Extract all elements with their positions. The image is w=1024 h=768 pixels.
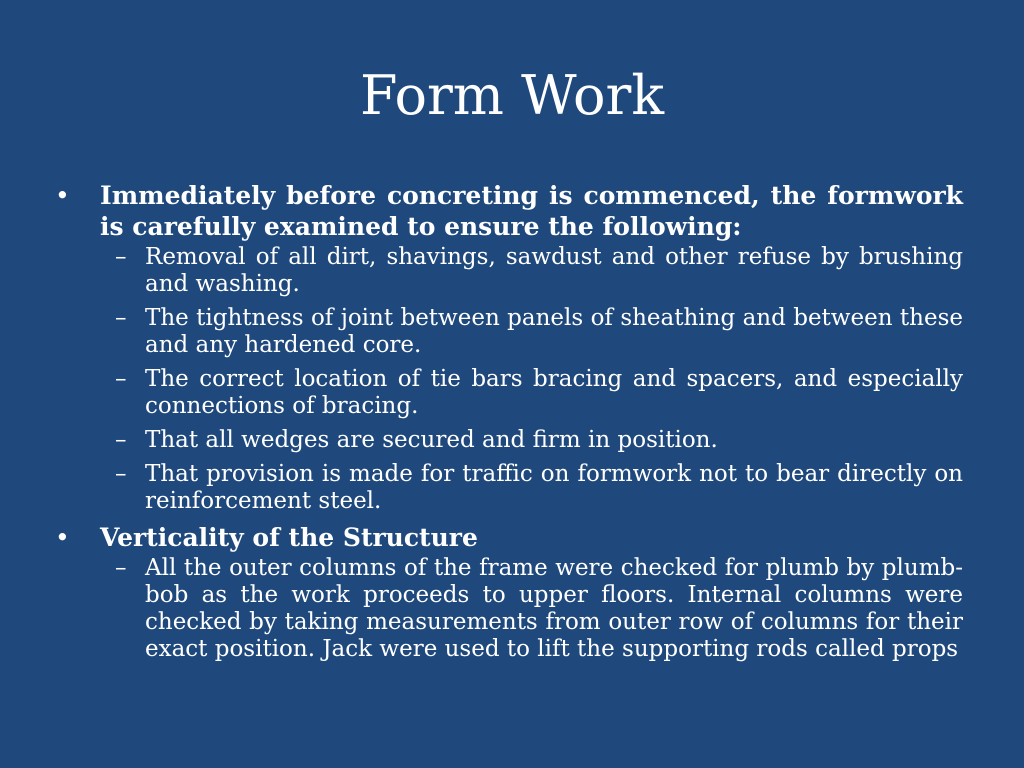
- dash-icon: –: [115, 555, 127, 581]
- sub-item-traffic-provision: [55, 461, 963, 515]
- dash-icon: –: [115, 461, 127, 487]
- slide-content: [55, 180, 963, 670]
- dash-icon: –: [115, 244, 127, 270]
- dash-icon: –: [115, 427, 127, 453]
- sub-item-wedges-secured: [55, 427, 963, 454]
- bullet-text: Immediately before concreting is commenced, the formwork is carefully examined to ensure the following:: [100, 181, 963, 241]
- slide-title: Form Work: [359, 64, 665, 127]
- sub-item-tie-bars-location: [55, 366, 963, 420]
- bullet-icon: •: [55, 181, 70, 210]
- bullet-formwork-examination: [55, 180, 963, 242]
- sub-item-text: The correct location of tie bars bracing and spacers, and especially connections of bracing.: [145, 366, 963, 419]
- bullet-icon: •: [55, 523, 70, 552]
- sub-item-plumb-check: [55, 555, 963, 663]
- sub-item-joint-tightness: [55, 305, 963, 359]
- sub-item-text: The tightness of joint between panels of sheathing and between these and any hardened core.: [145, 305, 963, 358]
- dash-icon: –: [115, 305, 127, 331]
- sub-item-text: That all wedges are secured and firm in position.: [145, 427, 718, 453]
- sub-item-removal-of-dirt: [55, 244, 963, 298]
- bullet-text: Verticality of the Structure: [100, 523, 478, 552]
- sub-item-text: That provision is made for traffic on formwork not to bear directly on reinforcement steel.: [145, 461, 963, 514]
- dash-icon: –: [115, 366, 127, 392]
- sub-item-text: All the outer columns of the frame were checked for plumb by plumb-bob as the work proceeds to upper floors. Internal columns were checked by taking measurements from outer row of columns for their exact position. Jack were used to lift the supporting rods called props: [145, 555, 963, 662]
- bullet-verticality: [55, 522, 963, 553]
- sub-item-text: Removal of all dirt, shavings, sawdust and other refuse by brushing and washing.: [145, 244, 963, 297]
